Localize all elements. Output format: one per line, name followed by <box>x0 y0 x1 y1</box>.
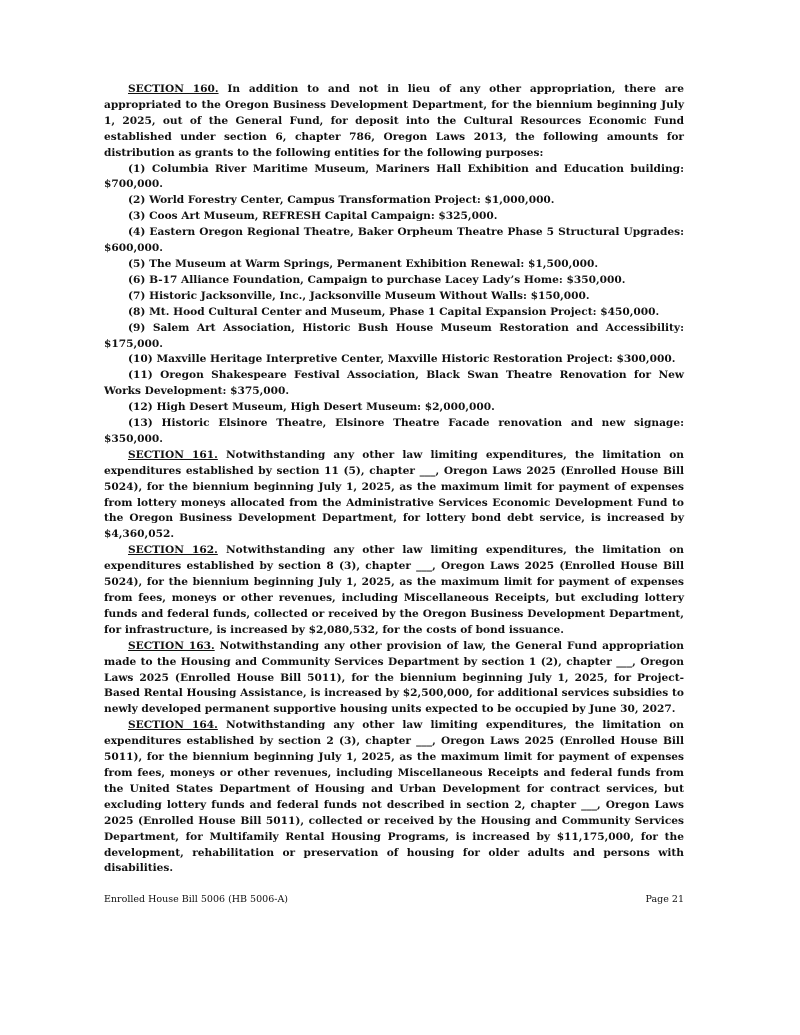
grant-item: (7) Historic Jacksonville, Inc., Jacksonville Museum Without Walls: $150,000. <box>128 289 590 302</box>
grant-item: (13) Historic Elsinore Theatre, Elsinore Theatre Facade renovation and new signage: $350,000. <box>104 417 684 445</box>
section-text: Notwithstanding any other law limiting expenditures, the limitation on expenditures established by section 11 (5), chapter ___, Oregon Laws 2025 (Enrolled House Bill 5024), for the biennium beginning July 1, 2025, as the maximum limit for payment of expenses from lottery moneys allocated from the Administrative Services Economic Development Fund to the Oregon Business Development Department, for lottery bond debt service, is increased by $4,360,052. <box>104 448 684 541</box>
section-text: In addition to and not in lieu of any other appropriation, there are appropriated to the Oregon Business Development Department, for the biennium beginning July 1, 2025, out of the General Fund, for deposit into the Cultural Resources Economic Fund established under section 6, chapter 786, Oregon Laws 2013, the following amounts for distribution as grants to the following entities for the following purposes: <box>104 83 684 159</box>
page-number: Page 21 <box>645 894 684 905</box>
section-number: SECTION 163. <box>128 639 215 652</box>
grant-item: (9) Salem Art Association, Historic Bush House Museum Restoration and Accessibility: $175,000. <box>104 321 684 350</box>
grant-item: (12) High Desert Museum, High Desert Museum: $2,000,000. <box>128 401 495 414</box>
grant-item: (1) Columbia River Maritime Museum, Mariners Hall Exhibition and Education building: $700,000. <box>104 162 684 191</box>
section-162 <box>104 543 684 638</box>
grant-item: (10) Maxville Heritage Interpretive Center, Maxville Historic Restoration Project: $300,000. <box>128 353 676 366</box>
section-164 <box>104 718 684 877</box>
bill-title: Enrolled House Bill 5006 (HB 5006-A) <box>104 894 289 905</box>
section-number: SECTION 160. <box>128 83 219 95</box>
grant-item: (6) B-17 Alliance Foundation, Campaign to purchase Lacey Lady’s Home: $350,000. <box>128 273 626 286</box>
grant-item: (3) Coos Art Museum, REFRESH Capital Campaign: $325,000. <box>128 210 498 223</box>
section-161 <box>104 448 684 543</box>
section-number: SECTION 162. <box>128 544 218 557</box>
grant-item: (8) Mt. Hood Cultural Center and Museum, Phase 1 Capital Expansion Project: $450,000. <box>128 305 660 318</box>
document-body <box>104 82 684 877</box>
section-number: SECTION 161. <box>128 448 218 461</box>
page-footer <box>104 894 684 905</box>
grant-item: (4) Eastern Oregon Regional Theatre, Baker Orpheum Theatre Phase 5 Structural Upgrades: $600,000. <box>104 226 684 255</box>
section-text: Notwithstanding any other law limiting expenditures, the limitation on expenditures established by section 2 (3), chapter ___, Oregon Laws 2025 (Enrolled House Bill 5011), for the biennium beginning July 1, 2025, as the maximum limit for payment of expenses from fees, moneys or other revenues, including Miscellaneous Receipts and federal funds from the United States Department of Housing and Urban Development for contract services, but excluding lottery funds and federal funds not described in section 2, chapter ___, Oregon Laws 2025 (Enrolled House Bill 5011), collected or received by the Housing and Community Services Department, for Multifamily Rental Housing Programs, is increased by $11,175,000, for the development, rehabilitation or preservation of housing for older adults and persons with disabilities. <box>104 719 684 875</box>
grant-item: (2) World Forestry Center, Campus Transformation Project: $1,000,000. <box>128 194 555 207</box>
section-160-intro <box>104 82 684 162</box>
section-number: SECTION 164. <box>128 719 218 732</box>
grant-item: (5) The Museum at Warm Springs, Permanent Exhibition Renewal: $1,500,000. <box>128 257 599 270</box>
section-text: Notwithstanding any other law limiting expenditures, the limitation on expenditures established by section 8 (3), chapter ___, Oregon Laws 2025 (Enrolled House Bill 5024), for the biennium beginning July 1, 2025, as the maximum limit for payment of expenses from fees, moneys or other revenues, including Miscellaneous Receipts, but excluding lottery funds and federal funds, collected or received by the Oregon Business Development Department, for infrastructure, is increased by $2,080,532, for the costs of bond issuance. <box>104 544 684 636</box>
section-163 <box>104 639 684 719</box>
section-text: Notwithstanding any other provision of law, the General Fund appropriation made to the Housing and Community Services Department by section 1 (2), chapter ___, Oregon Laws 2025 (Enrolled House Bill 5011), for the biennium beginning July 1, 2025, for Project-Based Rental Housing Assistance, is increased by $2,500,000, for additional services subsidies to newly developed permanent supportive housing units expected to be occupied by June 30, 2027. <box>104 639 684 716</box>
grant-item: (11) Oregon Shakespeare Festival Association, Black Swan Theatre Renovation for New Works Development: $375,000. <box>104 369 684 398</box>
